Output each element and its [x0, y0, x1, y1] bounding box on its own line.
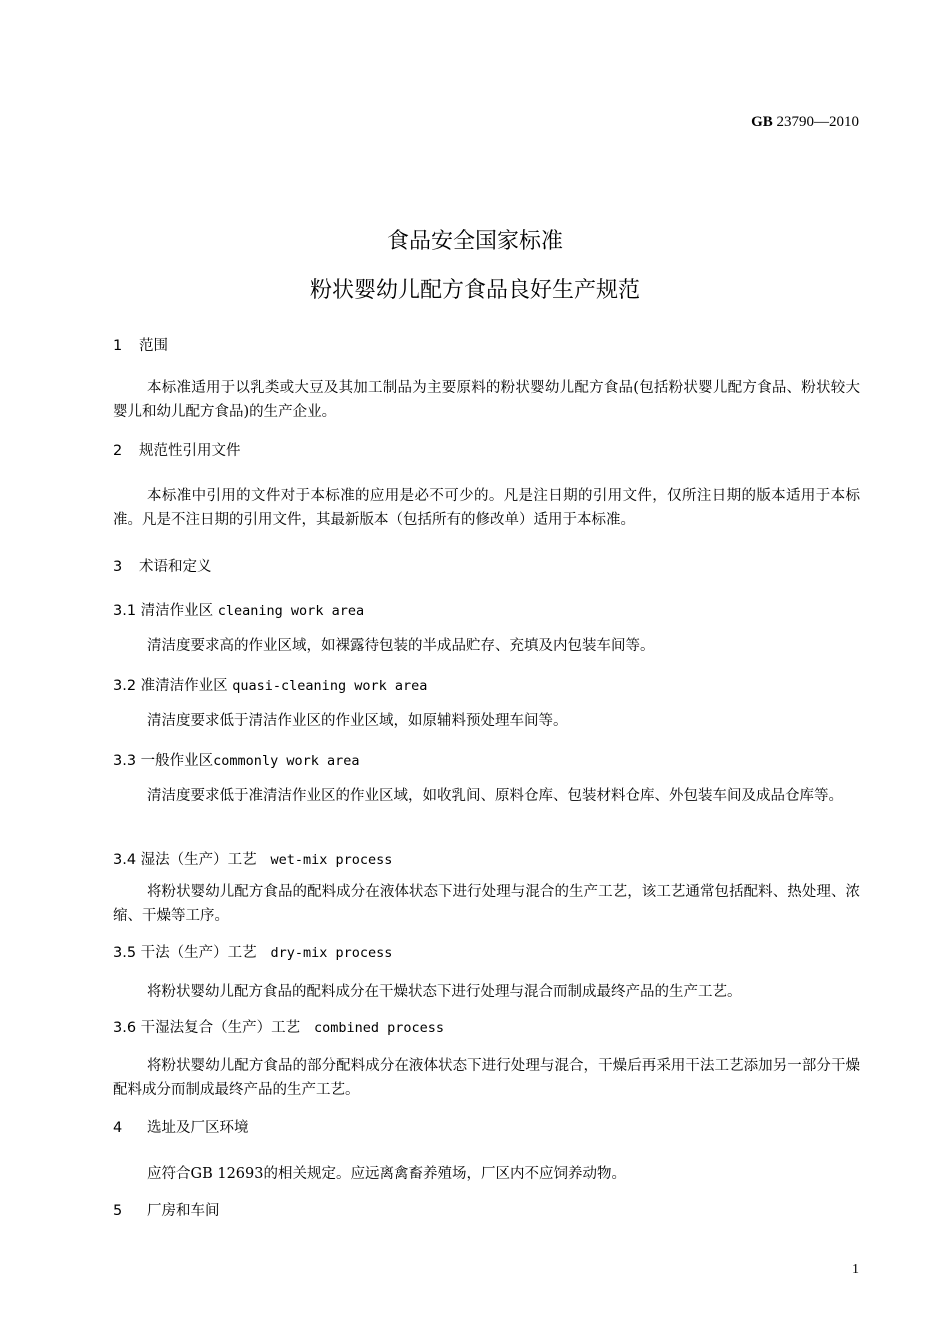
section-5-heading — [113, 1199, 220, 1220]
section-title: 范围 — [139, 338, 168, 354]
section-2-heading — [113, 439, 241, 460]
term-title-en: cleaning work area — [217, 603, 365, 619]
term-title-cn: 湿法（生产）工艺 — [140, 852, 257, 868]
term-title-en: dry-mix process — [270, 945, 393, 961]
term-title-cn: 准清洁作业区 — [140, 678, 228, 694]
section-title: 厂房和车间 — [147, 1203, 220, 1219]
term-3-3-definition: 清洁度要求低于准清洁作业区的作业区域，如收乳间、原料仓库、包装材料仓库、外包装车间及成品仓库等。 — [147, 788, 843, 804]
term-3-1-heading — [113, 599, 364, 620]
term-3-4-definition: 将粉状婴幼儿配方食品的配料成分在液体状态下进行处理与混合的生产工艺，该工艺通常包括配料、热处理、浓缩、干燥等工序。 — [113, 884, 860, 924]
section-1-paragraph: 本标准适用于以乳类或大豆及其加工制品为主要原料的粉状婴幼儿配方食品(包括粉状婴儿配方食品、粉状较大婴儿和幼儿配方食品)的生产企业。 — [113, 380, 860, 420]
term-title-cn: 一般作业区 — [140, 753, 214, 769]
term-title-cn: 清洁作业区 — [140, 603, 214, 619]
section-number: 3 — [113, 559, 123, 575]
term-3-2-heading — [113, 674, 427, 695]
term-3-4-heading — [113, 848, 392, 869]
section-number: 4 — [113, 1120, 123, 1136]
term-3-6-heading — [113, 1016, 444, 1037]
term-title-cn: 干法（生产）工艺 — [140, 945, 257, 961]
term-3-6-definition: 将粉状婴幼儿配方食品的部分配料成分在液体状态下进行处理与混合，干燥后再采用干法工艺添加另一部分干燥配料成分而制成最终产品的生产工艺。 — [113, 1058, 860, 1098]
term-3-1-definition: 清洁度要求高的作业区域，如裸露待包装的半成品贮存、充填及内包装车间等。 — [147, 638, 655, 654]
section-2-paragraph: 本标准中引用的文件对于本标准的应用是必不可少的。凡是注日期的引用文件，仅所注日期的版本适用于本标准。凡是不注日期的引用文件，其最新版本（包括所有的修改单）适用于本标准。 — [113, 488, 860, 528]
term-number: 3.2 — [113, 678, 137, 694]
section-number: 1 — [113, 338, 123, 354]
section-number: 5 — [113, 1203, 123, 1219]
standard-code — [751, 114, 859, 131]
term-3-5-heading — [113, 941, 392, 962]
term-number: 3.1 — [113, 603, 137, 619]
term-3-3-heading — [113, 749, 359, 770]
term-title-cn: 干湿法复合（生产）工艺 — [140, 1020, 301, 1036]
section-1-heading — [113, 334, 168, 355]
title-line-2: 粉状婴幼儿配方食品良好生产规范 — [309, 278, 640, 303]
section-4-paragraph: 应符合GB 12693的相关规定。应远离禽畜养殖场，厂区内不应饲养动物。 — [147, 1166, 626, 1182]
standard-code-number: 23790—2010 — [776, 114, 859, 130]
term-3-2-definition: 清洁度要求低于清洁作业区的作业区域，如原辅料预处理车间等。 — [147, 713, 568, 729]
page-number: 1 — [852, 1262, 859, 1277]
section-title: 规范性引用文件 — [139, 443, 241, 459]
section-title: 术语和定义 — [139, 559, 212, 575]
term-title-en: combined process — [314, 1020, 445, 1036]
term-number: 3.3 — [113, 753, 137, 769]
section-3-heading — [113, 555, 212, 576]
term-title-en: commonly work area — [213, 753, 360, 769]
term-3-5-definition: 将粉状婴幼儿配方食品的配料成分在干燥状态下进行处理与混合而制成最终产品的生产工艺。 — [147, 984, 742, 1000]
section-title: 选址及厂区环境 — [147, 1120, 249, 1136]
term-number: 3.4 — [113, 852, 137, 868]
section-4-heading — [113, 1116, 249, 1137]
term-number: 3.5 — [113, 945, 137, 961]
term-title-en: quasi-cleaning work area — [232, 678, 428, 694]
term-number: 3.6 — [113, 1020, 137, 1036]
title-line-1: 食品安全国家标准 — [386, 229, 563, 254]
section-number: 2 — [113, 443, 123, 459]
term-title-en: wet-mix process — [270, 852, 393, 868]
standard-code-prefix: GB — [751, 114, 773, 130]
